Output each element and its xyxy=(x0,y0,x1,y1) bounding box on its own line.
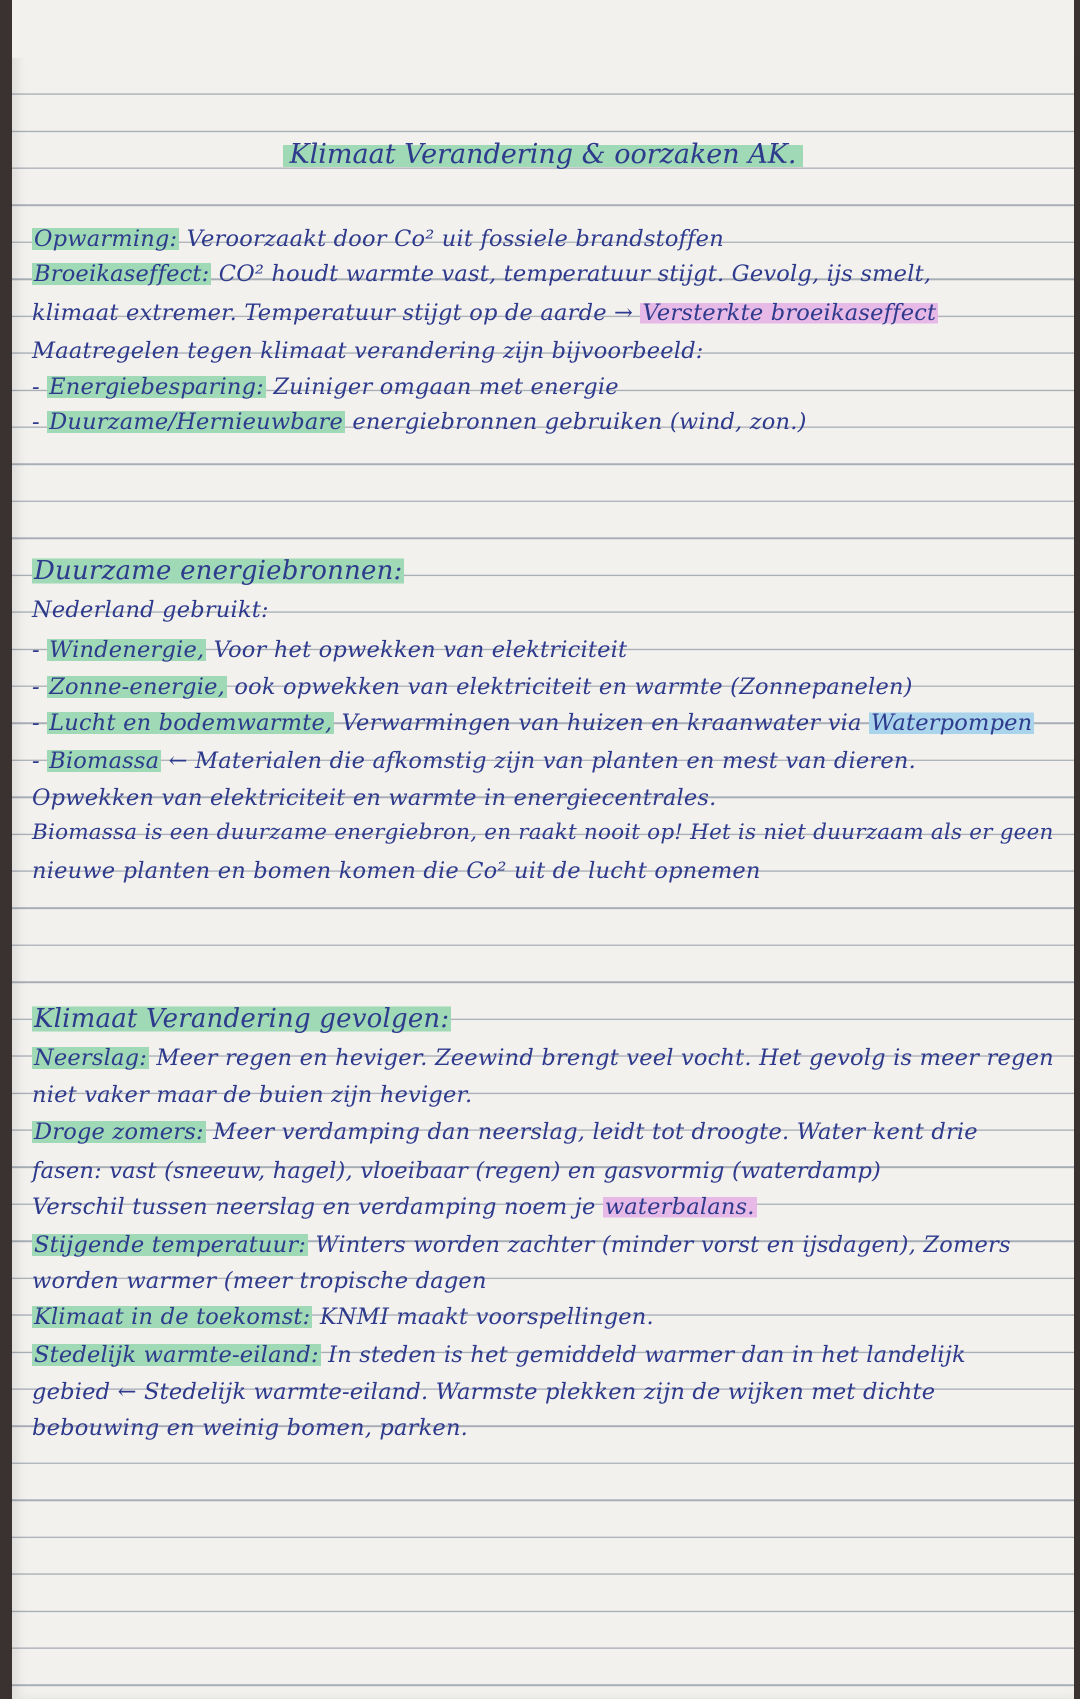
line-biomassa: - Biomassa ← Materialen die afkomstig zijn van planten en mest van dieren. xyxy=(32,748,916,774)
text-opwarming: Veroorzaakt door Co² uit fossiele brandstoffen xyxy=(179,226,724,252)
text-duurzame: energiebronnen gebruiken (wind, zon.) xyxy=(344,409,807,435)
text-klimaat-extremer: klimaat extremer. Temperatuur stijgt op de aarde → xyxy=(32,300,641,326)
line-opwekken xyxy=(32,783,717,813)
label-neerslag: Neerslag: xyxy=(34,1045,148,1071)
text-bebouwing: bebouwing en weinig bomen, parken. xyxy=(32,1415,468,1441)
line-gebied xyxy=(32,1377,935,1407)
heading-duurzame-text: Duurzame energiebronnen: xyxy=(34,556,403,586)
line-maatregelen xyxy=(32,336,704,366)
line-niet-vaker xyxy=(32,1080,472,1110)
text-energiebesparing: Zuiniger omgaan met energie xyxy=(265,374,619,400)
line-klimaat-extremer xyxy=(32,298,938,328)
text-droge-zomers: Meer verdamping dan neerslag, leidt tot droogte. Water kent drie xyxy=(205,1119,978,1145)
heading-klimaat-gevolgen xyxy=(32,1004,451,1034)
line-worden-warmer xyxy=(32,1266,487,1296)
label-lucht-bodemwarmte: Lucht en bodemwarmte, xyxy=(49,710,333,736)
text-lucht-bodemwarmte: Verwarmingen van huizen en kraanwater via xyxy=(334,710,869,736)
line-fasen xyxy=(32,1156,881,1186)
text-biomassa: ← Materialen die afkomstig zijn van planten en mest van dieren. xyxy=(161,748,916,774)
line-stijgende-temperatuur xyxy=(32,1230,1011,1260)
highlight-versterkte-broeikaseffect: Versterkte broeikaseffect xyxy=(642,300,937,326)
notebook-page xyxy=(12,0,1074,1699)
label-klimaat-toekomst: Klimaat in de toekomst: xyxy=(34,1304,311,1330)
text-maatregelen: Maatregelen tegen klimaat verandering zijn bijvoorbeeld: xyxy=(32,338,704,364)
label-biomassa: Biomassa xyxy=(49,748,160,774)
text-neerslag: Meer regen en heviger. Zeewind brengt veel vocht. Het gevolg is meer regen xyxy=(149,1045,1054,1071)
text-stedelijk-warmte: In steden is het gemiddeld warmer dan in het landelijk xyxy=(320,1342,966,1368)
title-text: Klimaat Verandering & oorzaken AK. xyxy=(283,139,802,170)
line-lucht-bodemwarmte: - Lucht en bodemwarmte, Verwarmingen van huizen en kraanwater via Waterpompen xyxy=(32,710,1033,736)
line-klimaat-toekomst xyxy=(32,1302,654,1332)
line-broeikaseffect xyxy=(32,259,931,289)
line-neerslag xyxy=(32,1043,1054,1073)
heading-duurzame-energiebronnen xyxy=(32,556,404,586)
text-nieuwe-planten: nieuwe planten en bomen komen die Co² uit de lucht opnemen xyxy=(32,858,761,884)
label-stedelijk-warmte: Stedelijk warmte-eiland: xyxy=(34,1342,319,1368)
text-nederland-gebruikt: Nederland gebruikt: xyxy=(32,597,269,623)
line-stedelijk-warmte xyxy=(32,1340,966,1370)
line-nieuwe-planten xyxy=(32,856,761,886)
text-opwekken: Opwekken van elektriciteit en warmte in energiecentrales. xyxy=(32,785,717,811)
text-biomassa-duurzaam: Biomassa is een duurzame energiebron, en raakt nooit op! Het is niet duurzaam als er geen xyxy=(32,820,1054,845)
line-nederland-gebruikt xyxy=(32,595,269,625)
label-broeikaseffect: Broeikaseffect: xyxy=(34,261,210,287)
text-gebied: gebied ← Stedelijk warmte-eiland. Warmste plekken zijn de wijken met dichte xyxy=(32,1379,936,1405)
label-stijgende-temperatuur: Stijgende temperatuur: xyxy=(34,1232,307,1258)
page-title xyxy=(12,138,1074,172)
label-windenergie: Windenergie, xyxy=(49,637,205,663)
text-zonne-energie: ook opwekken van elektriciteit en warmte (Zonnepanelen) xyxy=(226,674,913,700)
text-worden-warmer: worden warmer (meer tropische dagen xyxy=(32,1268,487,1294)
line-energiebesparing: - Energiebesparing: Zuiniger omgaan met energie xyxy=(32,374,619,400)
line-duurzame: - Duurzame/Hernieuwbare energiebronnen gebruiken (wind, zon.) xyxy=(32,409,807,435)
text-klimaat-toekomst: KNMI maakt voorspellingen. xyxy=(312,1304,654,1330)
line-opwarming xyxy=(32,224,724,254)
line-droge-zomers xyxy=(32,1117,978,1147)
line-zonne-energie: - Zonne-energie, ook opwekken van elektriciteit en warmte (Zonnepanelen) xyxy=(32,674,913,700)
text-niet-vaker: niet vaker maar de buien zijn heviger. xyxy=(32,1082,473,1108)
highlight-waterbalans: waterbalans. xyxy=(604,1194,755,1220)
text-fasen: fasen: vast (sneeuw, hagel), vloeibaar (regen) en gasvormig (waterdamp) xyxy=(32,1158,882,1184)
line-bebouwing xyxy=(32,1413,468,1443)
label-opwarming: Opwarming: xyxy=(34,226,178,252)
label-energiebesparing: Energiebesparing: xyxy=(49,374,264,400)
text-windenergie: Voor het opwekken van elektriciteit xyxy=(206,637,628,663)
highlight-waterpompen: Waterpompen xyxy=(870,710,1033,736)
text-stijgende-temperatuur: Winters worden zachter (minder vorst en ijsdagen), Zomers xyxy=(308,1232,1011,1258)
line-windenergie: - Windenergie, Voor het opwekken van elektriciteit xyxy=(32,637,628,663)
label-zonne-energie: Zonne-energie, xyxy=(49,674,225,700)
line-biomassa-duurzaam xyxy=(32,818,1054,848)
heading-gevolgen-text: Klimaat Verandering gevolgen: xyxy=(34,1004,450,1034)
label-droge-zomers: Droge zomers: xyxy=(34,1119,204,1145)
text-broeikaseffect: CO² houdt warmte vast, temperatuur stijgt. Gevolg, ijs smelt, xyxy=(211,261,932,287)
text-waterbalans: Verschil tussen neerslag en verdamping noem je xyxy=(32,1194,603,1220)
line-waterbalans xyxy=(32,1192,757,1222)
label-duurzame: Duurzame/Hernieuwbare xyxy=(49,409,343,435)
